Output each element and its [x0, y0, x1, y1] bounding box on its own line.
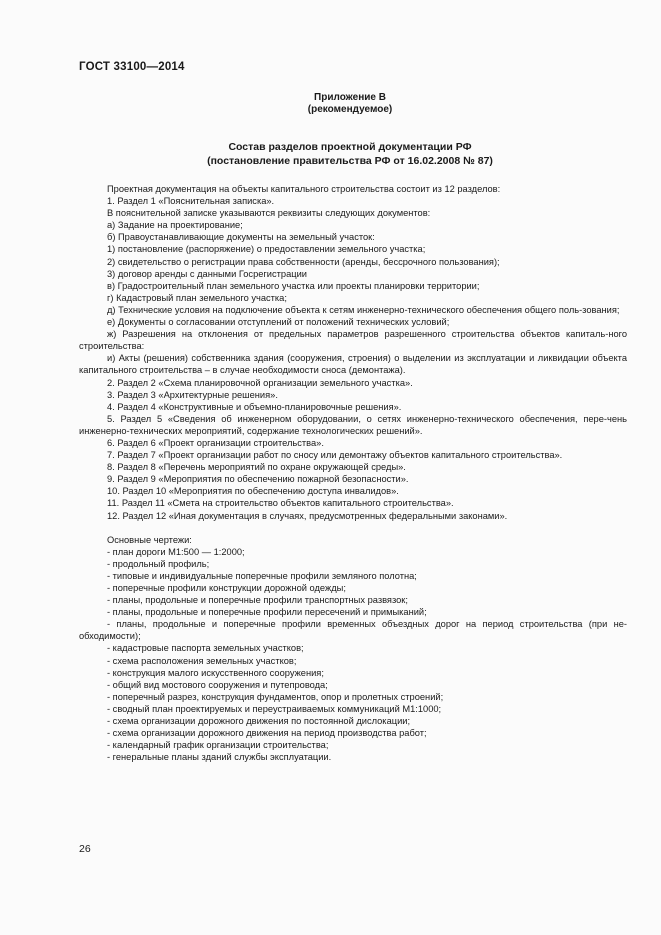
paragraph: ж) Разрешения на отклонения от предельных параметров разрешенного строительства объектов капиталь-ного строительства: [79, 329, 627, 352]
paragraph: б) Правоустанавливающие документы на земельный участок: [107, 232, 375, 243]
list-item: - схема расположения земельных участков; [107, 655, 297, 666]
list-item: - типовые и индивидуальные поперечные профили земляного полотна; [107, 570, 417, 581]
section-subtitle: (постановление правительства РФ от 16.02.2008 № 87) [207, 155, 493, 167]
paragraph: 10. Раздел 10 «Мероприятия по обеспечению доступа инвалидов». [107, 486, 399, 497]
list-item: - схема организации дорожного движения по постоянной дислокации; [107, 716, 411, 727]
section-title: Состав разделов проектной документации РФ [228, 141, 472, 153]
paragraph: 7. Раздел 7 «Проект организации работ по сносу или демонтажу объектов капитального строительства». [107, 450, 563, 461]
paragraph: 8. Раздел 8 «Перечень мероприятий по охране окружающей среды». [107, 462, 406, 473]
list-item: - кадастровые паспорта земельных участков; [107, 643, 304, 654]
list-item: - поперечные профили конструкции дорожной одежды; [107, 583, 346, 593]
list-item: - схема организации дорожного движения на период производства работ; [107, 728, 427, 739]
list-item: - планы, продольные и поперечные профили транспортных развязок; [107, 595, 408, 606]
paragraph: 9. Раздел 9 «Мероприятия по обеспечению пожарной безопасности». [107, 474, 409, 485]
paragraph: е) Документы о согласовании отступлений от положений технических условий; [107, 317, 450, 328]
page-number: 26 [79, 843, 91, 855]
paragraph: в) Градостроительный план земельного участка или проекты планировки территории; [107, 280, 480, 291]
paragraph: 3. Раздел 3 «Архитектурные решения». [107, 389, 278, 400]
paragraph: 11. Раздел 11 «Смета на строительство объектов капитального строительства». [107, 498, 454, 509]
list-item: - календарный график организации строительства; [107, 740, 329, 751]
list-item: - генеральные планы зданий службы эксплуатации. [107, 752, 332, 763]
paragraph: 4. Раздел 4 «Конструктивные и объемно-планировочные решения». [107, 401, 402, 412]
paragraph: 2) свидетельство о регистрации права собственности (аренды, бессрочного пользования); [107, 256, 500, 267]
paragraph: г) Кадастровый план земельного участка; [107, 292, 287, 303]
paragraph: и) Акты (решения) собственника здания (сооружения, строения) о выделении из эксплуатации и ликвидации объекта капитального строительства – в случае необходимости сноса (демонтажа). [79, 353, 627, 376]
paragraph: 1. Раздел 1 «Пояснительная записка». [107, 196, 275, 207]
paragraph: В пояснительной записке указываются реквизиты следующих документов: [107, 208, 431, 219]
paragraph: 6. Раздел 6 «Проект организации строительства». [107, 437, 324, 448]
list-item: - планы, продольные и поперечные профили временных объездных дорог на период строительства (при не-обходимости); [79, 619, 627, 642]
list-item: - поперечный разрез, конструкция фундаментов, опор и пролетных строений; [107, 691, 444, 702]
list-item: - сводный план проектируемых и переустраиваемых коммуникаций М1:1000; [107, 703, 442, 714]
spacer [79, 522, 627, 534]
list-item: - общий вид мостового сооружения и путепровода; [107, 679, 328, 690]
body-text [79, 183, 627, 763]
paragraph: Проектная документация на объекты капитального строительства состоит из 12 разделов: [107, 184, 501, 194]
paragraph: 1) постановление (распоряжение) о предоставлении земельного участка; [107, 244, 426, 255]
list-item: - конструкция малого искусственного сооружения; [107, 667, 324, 678]
appendix-label: Приложение В [314, 92, 386, 103]
list-item: - план дороги М1:500 — 1:2000; [107, 546, 245, 557]
standard-code: ГОСТ 33100—2014 [79, 61, 185, 73]
paragraph: 5. Раздел 5 «Сведения об инженерном оборудовании, о сетях инженерно-технического обеспечения, пере-чень инженерно-технических мероприятий, содержание технологических решений». [79, 413, 627, 436]
appendix-status: (рекомендуемое) [307, 104, 393, 115]
list-item: - планы, продольные и поперечные профили пересечений и примыканий; [107, 607, 427, 618]
paragraph: а) Задание на проектирование; [107, 220, 243, 231]
paragraph: д) Технические условия на подключение объекта к сетям инженерно-технического обеспечения общего поль-зования; [107, 304, 620, 315]
paragraph: 12. Раздел 12 «Иная документация в случаях, предусмотренных федеральными законами». [107, 510, 508, 521]
paragraph: 3) договор аренды с данными Госрегистрации [107, 268, 307, 279]
drawings-heading: Основные чертежи: [107, 534, 192, 545]
list-item: - продольный профиль; [107, 558, 210, 569]
paragraph: 2. Раздел 2 «Схема планировочной организации земельного участка». [107, 377, 413, 388]
